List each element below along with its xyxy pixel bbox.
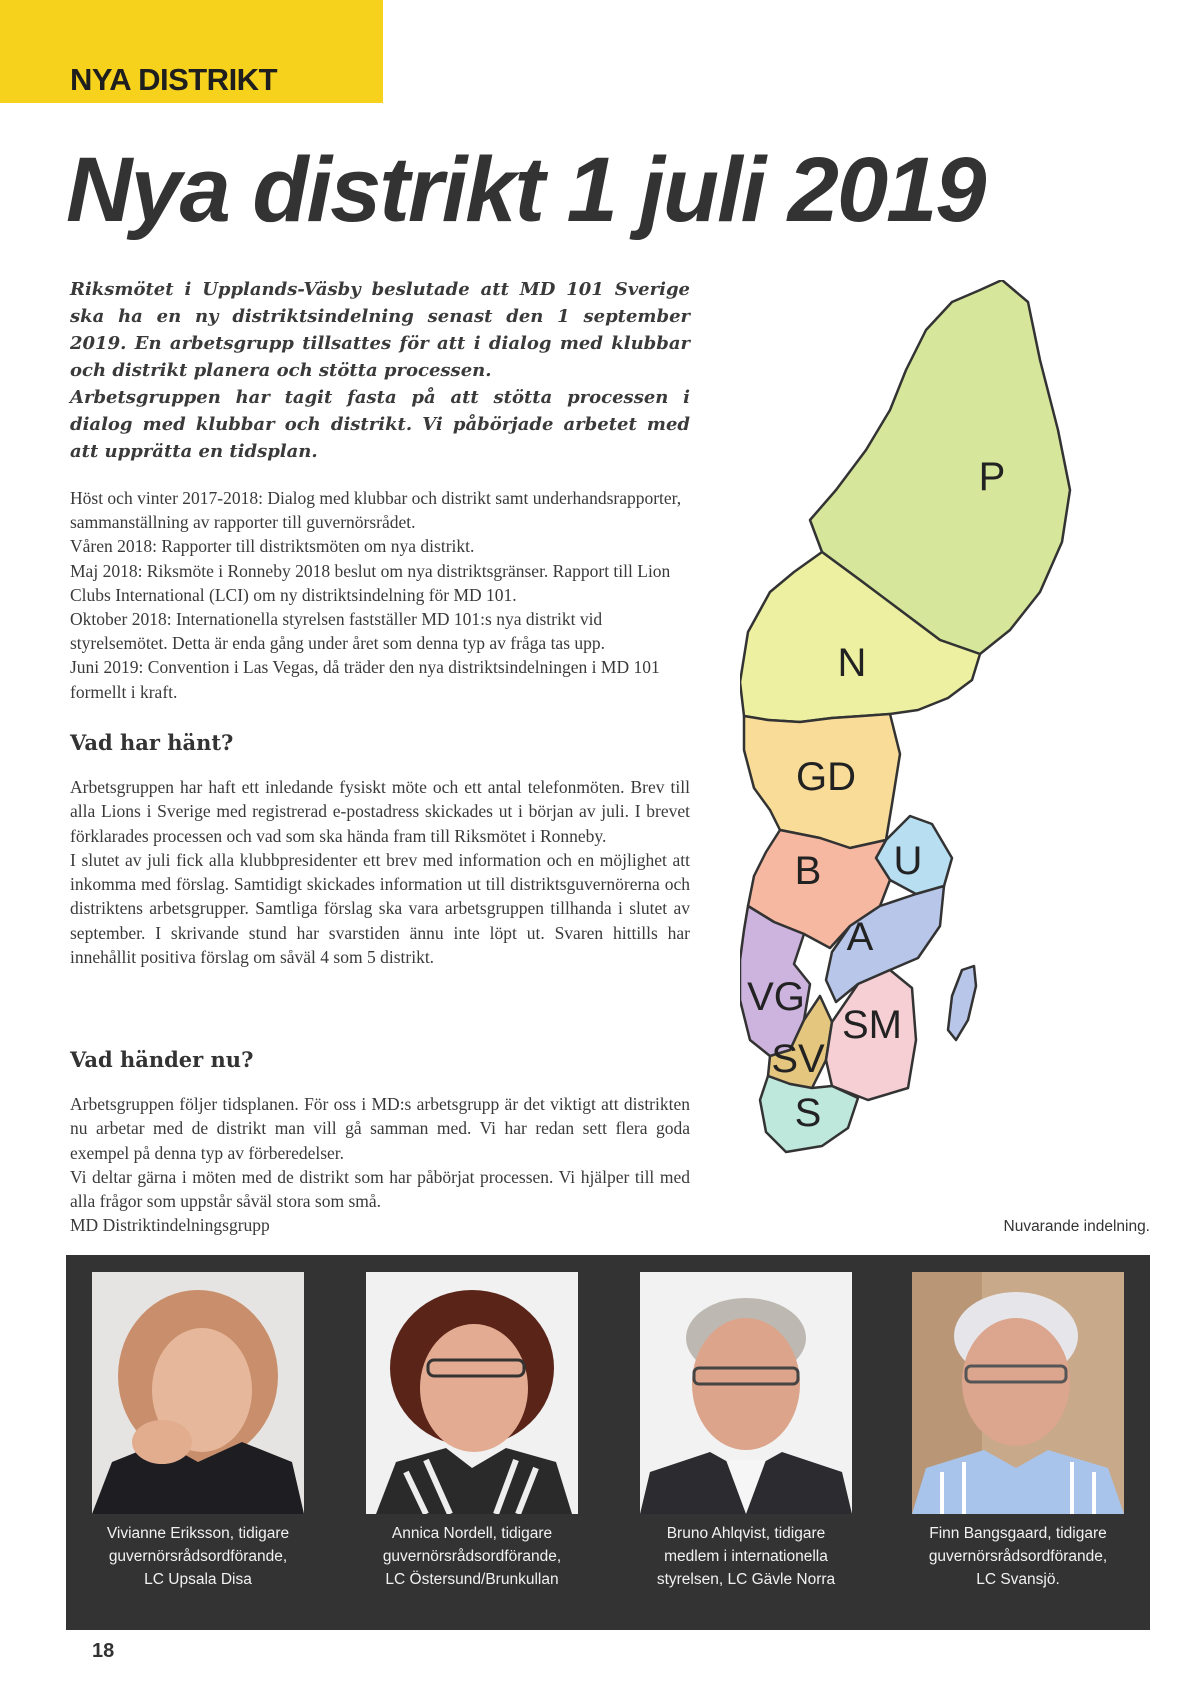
district-label-a: A bbox=[846, 915, 874, 959]
portrait-photo-2 bbox=[366, 1272, 578, 1514]
person-card bbox=[92, 1272, 304, 1591]
section-tag bbox=[0, 0, 383, 103]
person-caption-line: Bruno Ahlqvist, tidigare bbox=[666, 1525, 826, 1542]
person-caption bbox=[366, 1522, 578, 1591]
person-caption bbox=[912, 1522, 1124, 1591]
person-caption bbox=[92, 1522, 304, 1591]
section-body-what-happened bbox=[70, 775, 690, 969]
district-label-s: S bbox=[794, 1091, 822, 1135]
people-band bbox=[66, 1255, 1150, 1630]
person-caption-line: Vivianne Eriksson, tidigare bbox=[106, 1525, 290, 1542]
person-card bbox=[366, 1272, 578, 1591]
section-body-what-next bbox=[70, 1092, 690, 1238]
intro-paragraph: Arbetsgruppen har tagit fasta på att stötta processen i dialog med klubbar och distrikt. Vi påbörjade arbetet med att upprätta en tidsplan. bbox=[70, 387, 690, 462]
person-photo bbox=[640, 1272, 852, 1514]
person-caption-line: medlem i internationella bbox=[664, 1548, 828, 1565]
person-caption-line: guvernörsrådsordförande, bbox=[382, 1548, 562, 1565]
person-caption-line: Annica Nordell, tidigare bbox=[391, 1525, 553, 1542]
person-caption-line: guvernörsrådsordförande, bbox=[108, 1548, 288, 1565]
person-photo bbox=[366, 1272, 578, 1514]
district-label-gd: GD bbox=[796, 755, 856, 799]
headline: Nya distrikt 1 juli 2019 bbox=[66, 139, 985, 241]
page-number: 18 bbox=[92, 1640, 115, 1662]
district-label-vg: VG bbox=[747, 975, 805, 1019]
timeline bbox=[70, 486, 690, 704]
portrait-photo-1 bbox=[92, 1272, 304, 1514]
map-caption: Nuvarande indelning. bbox=[1003, 1218, 1150, 1235]
district-label-n: N bbox=[837, 641, 867, 685]
person-caption-line: styrelsen, LC Gävle Norra bbox=[656, 1571, 836, 1588]
body-paragraph: Vi deltar gärna i möten med de distrikt som har påbörjat processen. Vi hjälper till med alla frågor som uppstår såväl stora som små. bbox=[70, 1166, 690, 1212]
person-caption bbox=[640, 1522, 852, 1591]
portrait-photo-3 bbox=[640, 1272, 852, 1514]
intro-paragraph: Riksmötet i Upplands-Väsby beslutade att MD 101 Sverige ska ha en ny distriktsindelning senast den 1 september 2019. En arbetsgrupp tillsattes för att i dialog med klubbar och distrikt planera och stötta processen. bbox=[70, 279, 690, 381]
person-card bbox=[640, 1272, 852, 1591]
portrait-photo-4 bbox=[912, 1272, 1124, 1514]
timeline-item: Oktober 2018: Internationella styrelsen fastställer MD 101:s nya distrikt vid styrelsemötet. Detta är enda gång under året som denna typ av fråga tas upp. bbox=[70, 609, 606, 654]
body-paragraph: Arbetsgruppen har haft ett inledande fysiskt möte och ett antal telefonmöten. Brev till alla Lions i Sverige med registrerad e-postadress skickades ut i början av juli. I brevet förklarades processen och vad som ska hända fram till Riksmötet i Ronneby. bbox=[70, 777, 690, 846]
person-photo bbox=[92, 1272, 304, 1514]
signature: MD Distriktindelningsgrupp bbox=[70, 1215, 270, 1236]
person-photo bbox=[912, 1272, 1124, 1514]
district-label-sv: SV bbox=[771, 1037, 825, 1081]
person-caption-line: LC Östersund/Brunkullan bbox=[385, 1571, 559, 1588]
person-card bbox=[912, 1272, 1124, 1591]
timeline-item: Juni 2019: Convention i Las Vegas, då träder den nya distriktsindelningen i MD 101 formellt i kraft. bbox=[70, 657, 660, 702]
sweden-district-map bbox=[740, 280, 1160, 1240]
person-caption-line: LC Upsala Disa bbox=[144, 1571, 252, 1588]
body-paragraph: Arbetsgruppen följer tidsplanen. För oss i MD:s arbetsgrupp är det viktigt att distrikten nu arbetar med de distrikt man vill gå samman med. Vi har redan sett flera goda exempel på denna typ av förberedelser. bbox=[70, 1094, 690, 1163]
section-tag-label: NYA DISTRIKT bbox=[70, 62, 278, 97]
timeline-item: Maj 2018: Riksmöte i Ronneby 2018 beslut om nya distriktsgränser. Rapport till Lion Clubs International (LCI) om ny distriktsindelning för MD 101. bbox=[70, 560, 671, 605]
body-paragraph: I slutet av juli fick alla klubbpresidenter ett brev med information och en möjlighet att inkomma med förslag. Samtidigt skickades information ut till distriktsguvernörerna och distriktens arbetsgrupper. Samtliga förslag ska vara arbetsgruppen tillhanda i slutet av september. I skrivande stund har svarstiden ännu inte löpt ut. Svaren hittills har innehållit positiva förslag om såväl 4 som 5 distrikt. bbox=[70, 849, 690, 968]
district-label-sm: SM bbox=[842, 1003, 902, 1047]
section-heading-what-happened: Vad har hänt? bbox=[70, 730, 234, 755]
intro-text bbox=[70, 276, 690, 465]
gotland-island bbox=[948, 966, 976, 1040]
person-caption-line: Finn Bangsgaard, tidigare bbox=[929, 1525, 1107, 1542]
timeline-item: Höst och vinter 2017-2018: Dialog med klubbar och distrikt samt underhandsrapporter, sammanställning av rapporter till guvernörsrådet. bbox=[70, 488, 682, 533]
person-caption-line: LC Svansjö. bbox=[976, 1571, 1060, 1588]
district-label-p: P bbox=[978, 455, 1006, 499]
timeline-item: Våren 2018: Rapporter till distriktsmöten om nya distrikt. bbox=[70, 536, 475, 557]
person-caption-line: guvernörsrådsordförande, bbox=[928, 1548, 1108, 1565]
district-label-b: B bbox=[794, 849, 822, 893]
section-heading-what-next: Vad händer nu? bbox=[70, 1047, 254, 1072]
district-label-u: U bbox=[893, 839, 923, 883]
